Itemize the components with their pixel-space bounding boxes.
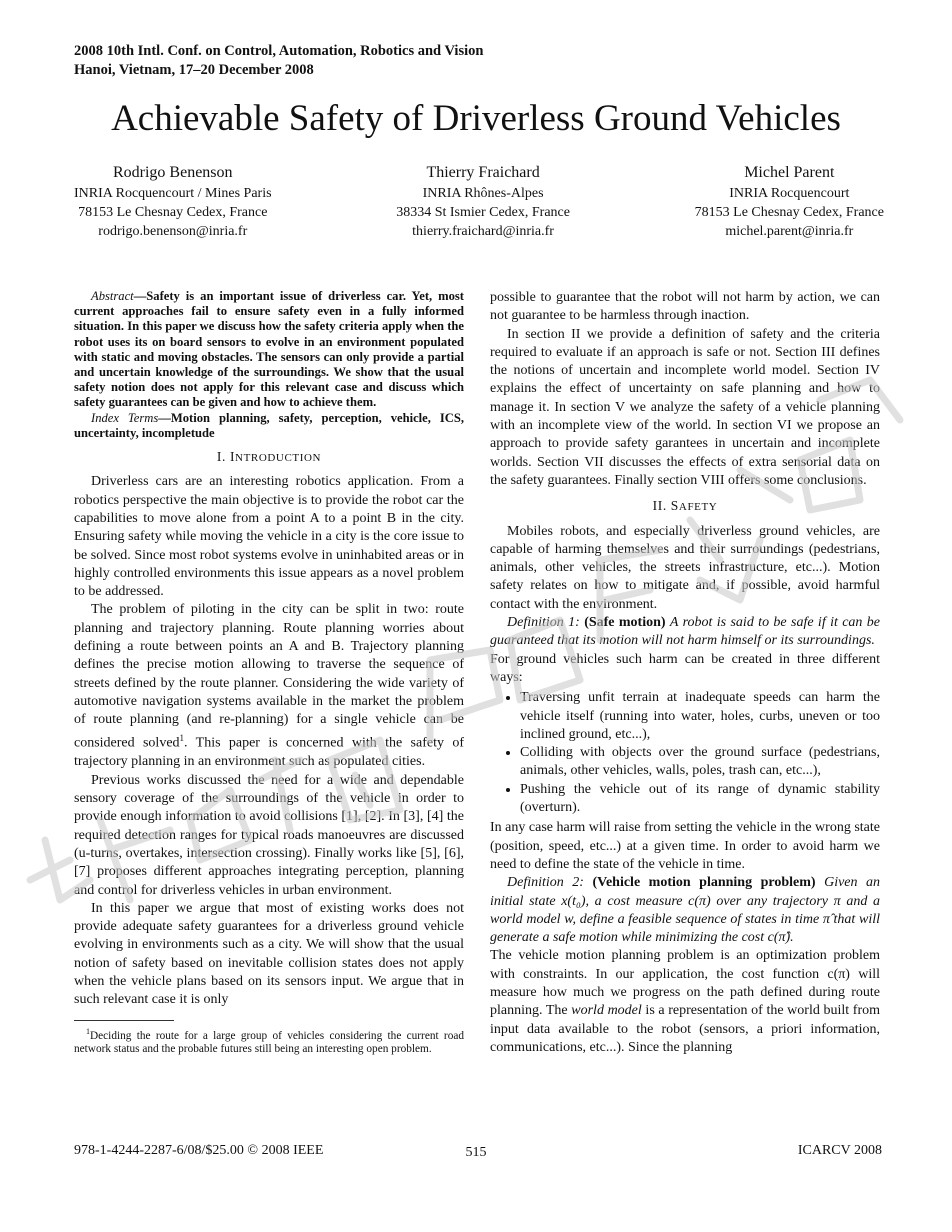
author-3 (695, 162, 884, 241)
author-address: 78153 Le Chesnay Cedex, France (694, 205, 884, 220)
section-heading-safety: II. SAFETY (652, 498, 718, 514)
paragraph: Driverless cars are an interesting robotics application. From a robotics perspective the main objective is to provide the robot car the capabilities to move alone from a point A to a point B in the city. Ensuring safety while moving the vehicle in a city is the core issue to be solved. Since most robot systems evolve in uninhabited areas or in highly controlled environments this issue appears as a novel problem to be addressed. (74, 474, 464, 600)
paragraph: possible to guarantee that the robot will not harm by action, we can not guarantee to be harmless through inaction. (490, 290, 880, 324)
conference-location: Hanoi, Vietnam, 17–20 December 2008 (74, 62, 314, 78)
footnote: $^1$Deciding the route for a large group of vehicles considering the current road network status and the probable futures still being an interesting open problem. (74, 1026, 464, 1055)
author-affiliation: INRIA Rocquencourt (729, 186, 850, 201)
author-1 (74, 162, 272, 241)
index-terms-label: Index Terms (91, 410, 159, 425)
conference-name: 2008 10th Intl. Conf. on Control, Automation, Robotics and Vision (74, 43, 484, 59)
left-column (74, 289, 464, 1056)
list-item: • Colliding with objects over the ground surface (pedestrians, animals, other vehicles, walls, poles, trash can, etc...), (520, 744, 880, 781)
author-block (74, 162, 884, 241)
index-terms-text: —Motion planning, safety, perception, vehicle, ICS, uncertainty, incompletude (74, 410, 464, 440)
paragraph: In section II we provide a definition of safety and the criteria required to evaluate if an approach is safe or not. Section III defines the notions of uncertain and incomplete world model. Section IV explains the effect of uncertainty on safe planning and how to manage it. In section V we analyze the safety of a vehicle planning with an incomplete view of the world. In section VI we propose an approach to provide safety garantees in uncertain and incomplete worlds. Section VII discusses the effects of extra sensorial data on the safety guarantees. Finally section VIII offers some conclusions. (490, 326, 880, 488)
author-address: 78153 Le Chesnay Cedex, France (78, 205, 268, 220)
paragraph: Previous works discussed the need for a wide and dependable sensory coverage of the surroundings of the vehicle in order to provide enough information to avoid collisions [1], [2]. In [3], [4] the required detection ranges for typical roads manoeuvres are discussed (u-turns, overtakes, intersection crossing). Finally works like [5], [6], [7] proposes different approaches integrating perception, planning and control for driverless vehicles in urban environment. (74, 772, 464, 898)
footnote-mark: 1 (179, 733, 185, 744)
author-email: michel.parent@inria.fr (725, 224, 854, 239)
section-heading-introduction: I. INTRODUCTION (216, 449, 322, 465)
footer-isbn: 978-1-4244-2287-6/08/$25.00 © 2008 IEEE (74, 1143, 324, 1158)
abstract-text: —Safety is an important issue of driverless car. Yet, most current approaches fail to ensure safety even in a fully informed situation. In this paper we discuss how the safety criteria apply when the robot uses its on board sensors to evolve in an environment populated with static and moving obstacles. The sensors can only provide a partial and uncertain knowledge of the surroundings. We show that the usual safety notion does not apply for this relevant case and discuss which safety guarantees can be given and how to achieve them. (74, 289, 464, 410)
definition-1: Definition 1: (Safe motion) A robot is said to be safe if it can be guaranteed that its motion will not harm himself or its surroundings. (490, 615, 881, 649)
paragraph: For ground vehicles such harm can be created in three different ways: (490, 651, 880, 685)
author-affiliation: INRIA Rocquencourt / Mines Paris (74, 186, 272, 201)
paragraph: In this paper we argue that most of existing works does not provide adequate safety guarantees for a driverless ground vehicle evolving in environments such as a city. We will show that the usual notion of safety based on inevitable collision states does not apply when the vehicle plans based on its sensors input. We argue that in such relevant case it is only (74, 900, 464, 1008)
paragraph: Mobiles robots, and especially driverless ground vehicles, are capable of harming themselves and their surroundings (pedestrians, animals, other vehicles, the streets infrastructure, etc...). Motion safety relates on how to mitigate and, if possible, avoid harmful contact with the environment. (490, 523, 880, 612)
list-item: • Pushing the vehicle out of its range of dynamic stability (overturn). (520, 781, 880, 818)
right-column (490, 289, 880, 1057)
footnote-rule (74, 1020, 174, 1021)
abstract (74, 289, 464, 411)
conference-header (74, 42, 483, 80)
definition-2: Definition 2: (Vehicle motion planning problem) Given an initial state x(t₀), a cost measure c(π) over any trajectory π and a world model w, define a feasible sequence of states in time π̂ that will generate a safe motion while minimizing the cost c(π̂). (490, 875, 881, 946)
footer-page-number: 515 (465, 1145, 487, 1160)
author-name: Thierry Fraichard (426, 164, 540, 181)
paragraph: The vehicle motion planning problem is an optimization problem with constraints. In our application, the cost function c(π) will measure how much we progress on the path defined during route planning. The world model is a representation of the world built from input data available to the robot (sensors, a priori information, communications, etc...). Since the planning (490, 948, 880, 1055)
list-item: • Traversing unfit terrain at inadequate speeds can harm the vehicle itself (running into water, holes, curbs, uneven or too inclined ground, etc...), (520, 689, 880, 744)
footer-venue: ICARCV 2008 (797, 1143, 882, 1158)
index-terms (74, 411, 464, 441)
author-name: Rodrigo Benenson (112, 164, 233, 181)
author-address: 38334 St Ismier Cedex, France (396, 205, 570, 220)
author-2 (396, 162, 570, 241)
paragraph: The problem of piloting in the city can be split in two: route planning and trajectory planning. Route planning worries about defining a route between points an A and B. Trajectory planning defines the precise motion allowing to traverse the sequence of streets defined by the route planner. Considering the wide variety of automotive navigation systems available in the market the problem of route planning (and re-planning) for a single vehicle can be considered solved$^1$. This paper is concerned with the safety of trajectory planning in an environment such as populated cities. (74, 602, 464, 770)
author-affiliation: INRIA Rhônes-Alpes (422, 186, 544, 201)
author-email: rodrigo.benenson@inria.fr (98, 224, 248, 239)
author-email: thierry.fraichard@inria.fr (412, 224, 554, 239)
paragraph: In any case harm will raise from setting the vehicle in the wrong state (position, speed, etc...) at a given time. In order to avoid harm we need to define the state of the vehicle in time. (490, 820, 880, 872)
abstract-label: Abstract (91, 289, 134, 303)
harm-list (490, 689, 880, 817)
paper-title: Achievable Safety of Driverless Ground Vehicles (111, 98, 841, 139)
author-name: Michel Parent (744, 164, 835, 181)
